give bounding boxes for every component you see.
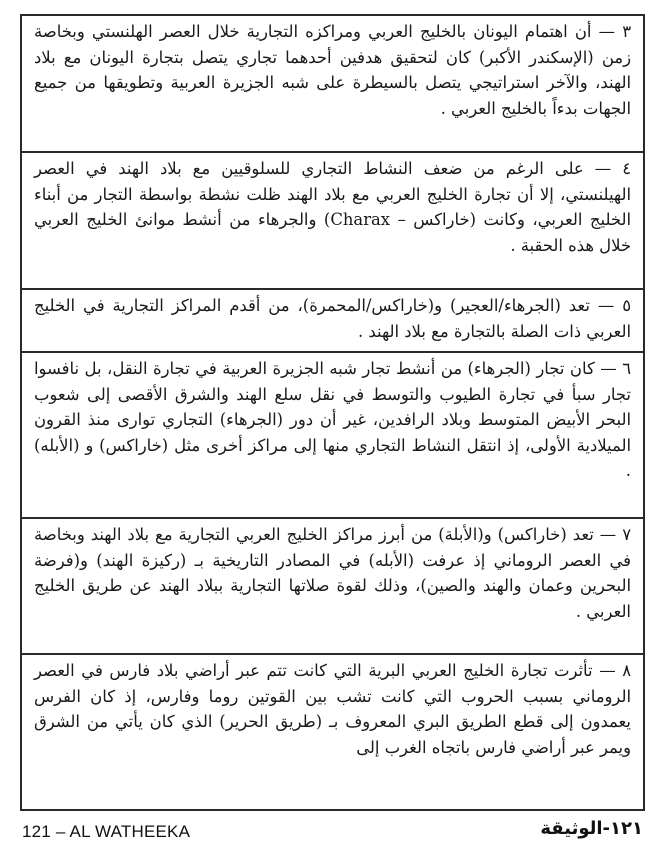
section-6: ٦ — كان تجار (الجرهاء) من أنشط تجار شبه الجزيرة العربية في تجارة النقل، بل نافسوا تجار سبأ في تجارة الطيوب والتوسط في نقل سلع الهند والشرق الأقصى إلى شعوب البحر الأبيض المتوسط وبلاد الرافدين، غير أن دور (الجرهاء) التجاري توارى منذ القرون الميلادية الأولى، إذ انتقل النشاط التجاري منها إلى مراكز أخرى مثل (خاراكس) و (الأبله) .: [22, 353, 643, 519]
section-7: ٧ — تعد (خاراكس) و(الأبلة) من أبرز مراكز الخليج العربي التجارية مع بلاد الهند وبخاصة في العصر الروماني إذ عرفت (الأبله) في المصادر التاريخية بـ (ركيزة الهند) و(فرضة البحرين وعمان والهند والصين)، وذلك لقوة صلاتها التجارية ببلاد الهند عن طريق الخليج العربي .: [22, 519, 643, 655]
page-footer: [0, 818, 667, 848]
section-8: ٨ — تأثرت تجارة الخليج العربي البرية التي كانت تتم عبر أراضي بلاد فارس في العصر الروماني بسبب الحروب التي كانت تشب بين القوتين روما وفارس، إذ كان الفرس يعمدون إلى قطع الطريق البري المعروف بـ (طريق الحرير) الذي كان يأتي من الشرق ويمر عبر أراضي فارس باتجاه الغرب إلى: [34, 661, 631, 757]
section-3: ٣ — أن اهتمام اليونان بالخليج العربي ومراكزه التجارية خلال العصر الهلنستي وبخاصة زمن (الإسكندر الأكبر) كان لتحقيق هدفين أحدهما تجاري يتصل بتجارة اليونان مع بلاد الهند، والآخر استراتيجي يتصل بالسيطرة على شبه الجزيرة العربية وتطويقها من جميع الجهات بدءاً بالخليج العربي .: [22, 16, 643, 153]
footer-page-label-arabic: ١٢١-الوثيقة: [540, 818, 643, 839]
sections-container: [22, 16, 643, 811]
section-5: ٥ — تعد (الجرهاء/العجير) و(خاراكس/المحمرة)، من أقدم المراكز التجارية في الخليج العربي ذات الصلة بالتجارة مع بلاد الهند .: [22, 290, 643, 353]
content-frame: [20, 14, 645, 811]
section-4: ٤ — على الرغم من ضعف النشاط التجاري للسلوقيين مع بلاد الهند في العصر الهيلنستي، إلا أن تجارة الخليج العربي مع بلاد الهند ظلت نشطة بواسطة التجار من أبناء الخليج العربي، وكانت (خاراكس – Charax) والجرهاء من أنشط موانئ الخليج العربي خلال هذه الحقبة .: [22, 153, 643, 290]
footer-page-label-latin: 121 – AL WATHEEKA: [22, 822, 191, 841]
